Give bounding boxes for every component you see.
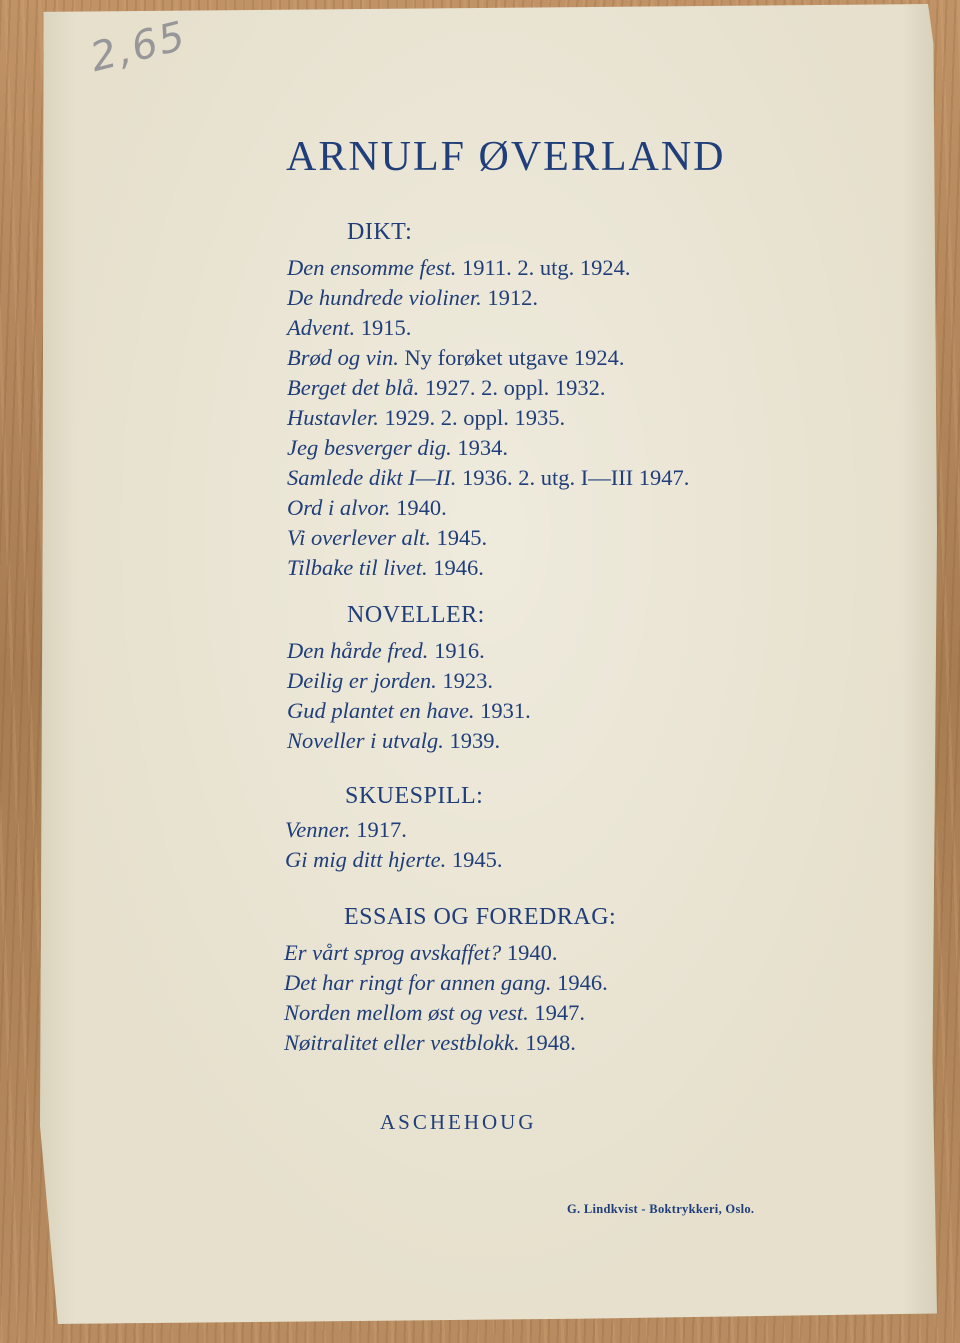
list-item: Gud plantet en have. 1931. [287, 698, 531, 723]
list-item: De hundrede violiner. 1912. [287, 285, 538, 310]
list-item: Vi overlever alt. 1945. [287, 525, 488, 550]
skuespill-list [285, 815, 503, 875]
handwritten-price-note: 2,65 [85, 12, 192, 82]
list-item: Gi mig ditt hjerte. 1945. [285, 847, 503, 872]
author-name: ARNULF ØVERLAND [286, 134, 726, 180]
noveller-list [287, 636, 531, 756]
essais-list [284, 938, 608, 1058]
list-item: Venner. 1917. [285, 817, 407, 842]
list-item: Noveller i utvalg. 1939. [287, 728, 501, 753]
list-item: Den ensomme fest. 1911. 2. utg. 1924. [287, 255, 631, 280]
list-item: Tilbake til livet. 1946. [287, 555, 484, 580]
list-item: Brød og vin. Ny forøket utgave 1924. [287, 345, 625, 370]
list-item: Det har ringt for annen gang. 1946. [284, 970, 608, 995]
section-heading-skuespill: SKUESPILL: [345, 783, 484, 809]
list-item: Ord i alvor. 1940. [287, 495, 447, 520]
list-item: Norden mellom øst og vest. 1947. [284, 1000, 586, 1025]
section-heading-dikt: DIKT: [347, 219, 413, 245]
list-item: Hustavler. 1929. 2. oppl. 1935. [287, 405, 566, 430]
section-heading-essais: ESSAIS OG FOREDRAG: [344, 904, 617, 930]
list-item: Advent. 1915. [287, 315, 412, 340]
printer-imprint: G. Lindkvist - Boktrykkeri, Oslo. [567, 1202, 755, 1216]
list-item: Berget det blå. 1927. 2. oppl. 1932. [287, 375, 606, 400]
list-item: Deilig er jorden. 1923. [287, 668, 494, 693]
list-item: Jeg besverger dig. 1934. [287, 435, 508, 460]
list-item: Nøitralitet eller vestblokk. 1948. [284, 1030, 576, 1055]
list-item: Er vårt sprog avskaffet? 1940. [284, 940, 558, 965]
list-item: Den hårde fred. 1916. [287, 638, 485, 663]
section-heading-noveller: NOVELLER: [347, 602, 485, 628]
publisher-name: ASCHEHOUG [380, 1110, 537, 1134]
dikt-list [287, 253, 689, 583]
list-item: Samlede dikt I—II. 1936. 2. utg. I—III 1947. [287, 465, 690, 490]
